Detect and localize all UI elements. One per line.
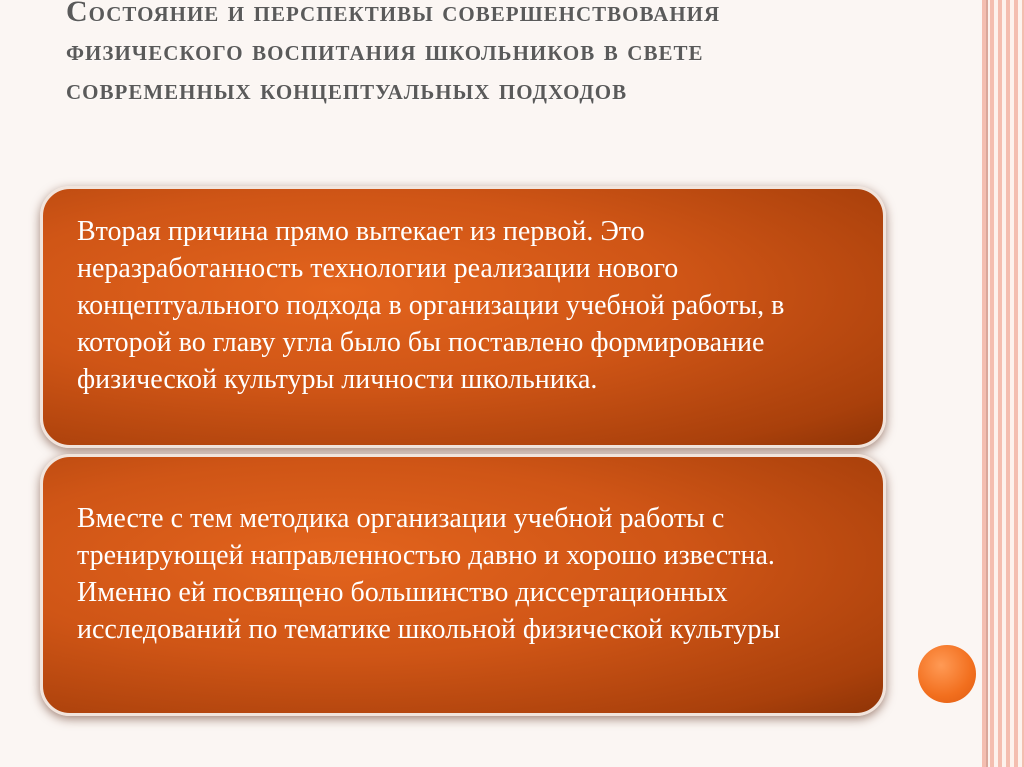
decorative-side-stripes <box>982 0 1024 767</box>
decorative-orange-dot <box>918 645 976 703</box>
decorative-frame-line <box>986 0 988 767</box>
panel-2-text: Вместе с тем методика организации учебной работы с тренирующей направленностью давно и хорошо известна. Именно ей посвящено большинство диссертационных исследований по тематике школьной физической культуры <box>77 503 781 645</box>
text-panel-1 <box>40 186 886 448</box>
panel-1-text: Вторая причина прямо вытекает из первой. Это неразработанность технологии реализации нового концептуального подхода в организации учебной работы, в которой во главу угла было бы поставлено формирование физической культуры личности школьника. <box>77 216 785 395</box>
slide-title: Состояние и перспективы совершенствования физического воспитания школьников в свете современных концептуальных подходов <box>66 0 721 106</box>
text-panel-2 <box>40 454 886 716</box>
